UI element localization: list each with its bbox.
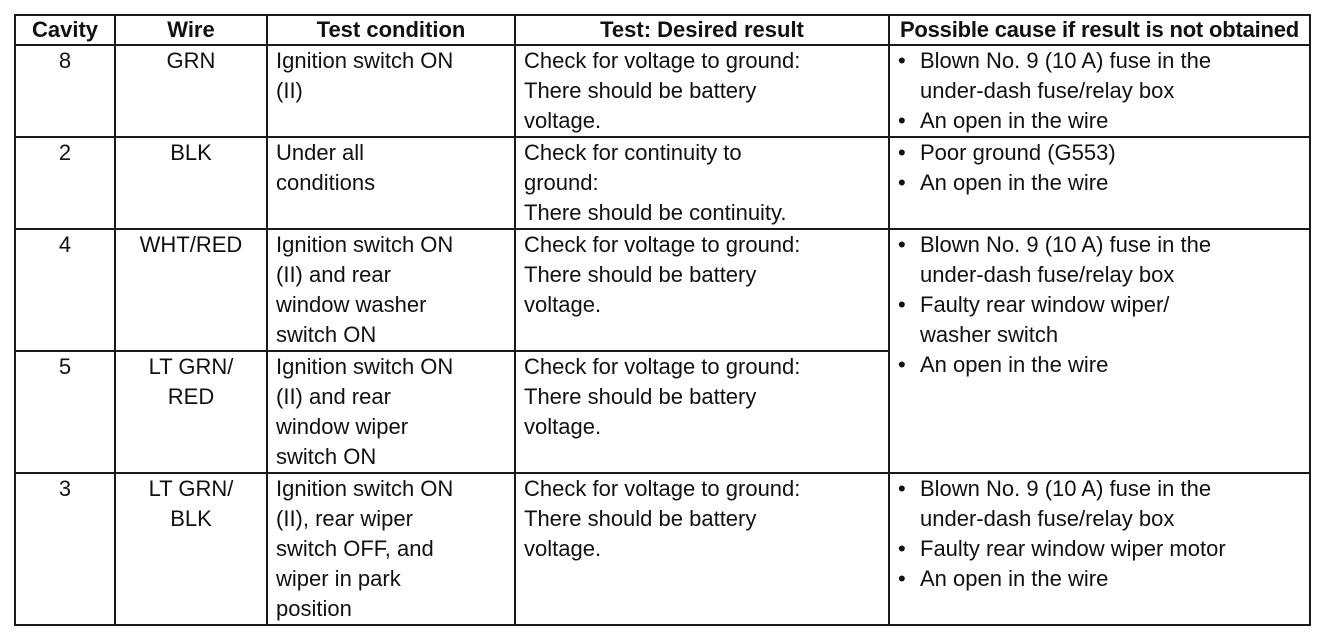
desired-result-cell (515, 473, 889, 625)
cause-line: under-dash fuse/relay box (920, 78, 1175, 103)
cavity-cell (15, 137, 115, 229)
header-row (15, 15, 1310, 45)
condition-line: (II), rear wiper (276, 506, 413, 531)
condition-line: conditions (276, 170, 376, 195)
cause-line: An open in the wire (920, 170, 1109, 195)
wire-cell (115, 137, 267, 229)
cause-line: An open in the wire (920, 566, 1109, 591)
cause-item (898, 350, 1301, 380)
desired-result-cell (515, 45, 889, 137)
result-line: Check for continuity to (524, 140, 742, 165)
result-line: voltage. (524, 108, 602, 133)
result-line: Check for voltage to ground: (524, 232, 801, 257)
cause-line: washer switch (920, 322, 1059, 347)
cavity-number: 2 (58, 140, 72, 165)
result-line: Check for voltage to ground: (524, 48, 801, 73)
bullet-icon: • (898, 140, 906, 165)
condition-line: (II) (276, 78, 303, 103)
cause-item (898, 138, 1301, 168)
result-line: There should be battery (524, 78, 757, 103)
bullet-icon: • (898, 536, 906, 561)
cause-list (898, 474, 1301, 594)
wire-color: WHT/RED (139, 232, 243, 257)
desired-result-cell (515, 137, 889, 229)
table-row (15, 137, 1310, 229)
wire-cell (115, 473, 267, 625)
result-line: voltage. (524, 414, 602, 439)
header-possible-cause: Possible cause if result is not obtained (889, 15, 1310, 45)
possible-cause-cell (889, 137, 1310, 229)
cause-line: An open in the wire (920, 352, 1109, 377)
result-line: Check for voltage to ground: (524, 476, 801, 501)
cause-list (898, 138, 1301, 198)
cavity-cell (15, 351, 115, 473)
wire-cell (115, 45, 267, 137)
desired-result-cell (515, 351, 889, 473)
test-condition-cell (267, 137, 515, 229)
condition-line: switch OFF, and (276, 536, 434, 561)
bullet-icon: • (898, 48, 906, 73)
wire-color: RED (167, 384, 215, 409)
table-row (15, 473, 1310, 625)
desired-result-cell (515, 229, 889, 351)
condition-line: Ignition switch ON (276, 354, 454, 379)
header-cavity: Cavity (15, 15, 115, 45)
condition-line: switch ON (276, 322, 377, 347)
cause-line: Blown No. 9 (10 A) fuse in the (920, 476, 1212, 501)
result-line: voltage. (524, 292, 602, 317)
cause-item (898, 290, 1301, 350)
cause-line: Faulty rear window wiper motor (920, 536, 1226, 561)
wire-color: LT GRN/ (148, 354, 234, 379)
header-desired-result: Test: Desired result (515, 15, 889, 45)
result-line: There should be continuity. (524, 200, 787, 225)
cause-line: under-dash fuse/relay box (920, 262, 1175, 287)
test-condition-cell (267, 473, 515, 625)
test-condition-cell (267, 351, 515, 473)
bullet-icon: • (898, 476, 906, 501)
wire-cell (115, 351, 267, 473)
condition-line: position (276, 596, 352, 621)
table-row (15, 45, 1310, 137)
cause-item (898, 534, 1301, 564)
cause-item (898, 168, 1301, 198)
cavity-cell (15, 45, 115, 137)
bullet-icon: • (898, 108, 906, 133)
wire-color: BLK (170, 506, 212, 531)
wire-color: BLK (170, 140, 212, 165)
condition-line: Ignition switch ON (276, 476, 454, 501)
result-line: There should be battery (524, 384, 757, 409)
condition-line: Ignition switch ON (276, 232, 454, 257)
condition-line: (II) and rear (276, 262, 391, 287)
wire-cell (115, 229, 267, 351)
cavity-number: 3 (58, 476, 72, 501)
result-line: There should be battery (524, 506, 757, 531)
condition-line: window washer (276, 292, 427, 317)
cause-list (898, 230, 1301, 380)
result-line: There should be battery (524, 262, 757, 287)
cause-line: Blown No. 9 (10 A) fuse in the (920, 232, 1212, 257)
condition-line: switch ON (276, 444, 377, 469)
cause-item (898, 230, 1301, 290)
connector-test-table (14, 14, 1311, 626)
cause-line: An open in the wire (920, 108, 1109, 133)
cavity-number: 8 (58, 48, 72, 73)
cause-line: Blown No. 9 (10 A) fuse in the (920, 48, 1212, 73)
result-line: voltage. (524, 536, 602, 561)
cause-item (898, 474, 1301, 534)
bullet-icon: • (898, 170, 906, 195)
cause-line: Faulty rear window wiper/ (920, 292, 1170, 317)
cause-line: Poor ground (G553) (920, 140, 1116, 165)
possible-cause-cell (889, 229, 1310, 473)
cavity-number: 5 (58, 354, 72, 379)
header-test-condition: Test condition (267, 15, 515, 45)
cause-item (898, 564, 1301, 594)
condition-line: window wiper (276, 414, 409, 439)
cause-item (898, 106, 1301, 136)
result-line: ground: (524, 170, 599, 195)
result-line: Check for voltage to ground: (524, 354, 801, 379)
condition-line: (II) and rear (276, 384, 391, 409)
bullet-icon: • (898, 352, 906, 377)
cause-item (898, 46, 1301, 106)
condition-line: wiper in park (276, 566, 401, 591)
cause-list (898, 46, 1301, 136)
cavity-cell (15, 473, 115, 625)
possible-cause-cell (889, 473, 1310, 625)
cavity-cell (15, 229, 115, 351)
possible-cause-cell (889, 45, 1310, 137)
wire-color: GRN (166, 48, 216, 73)
bullet-icon: • (898, 566, 906, 591)
condition-line: Under all (276, 140, 365, 165)
table-row (15, 229, 1310, 351)
test-condition-cell (267, 229, 515, 351)
cavity-number: 4 (58, 232, 72, 257)
test-condition-cell (267, 45, 515, 137)
bullet-icon: • (898, 232, 906, 257)
wire-color: LT GRN/ (148, 476, 234, 501)
header-wire: Wire (115, 15, 267, 45)
bullet-icon: • (898, 292, 906, 317)
cause-line: under-dash fuse/relay box (920, 506, 1175, 531)
condition-line: Ignition switch ON (276, 48, 454, 73)
